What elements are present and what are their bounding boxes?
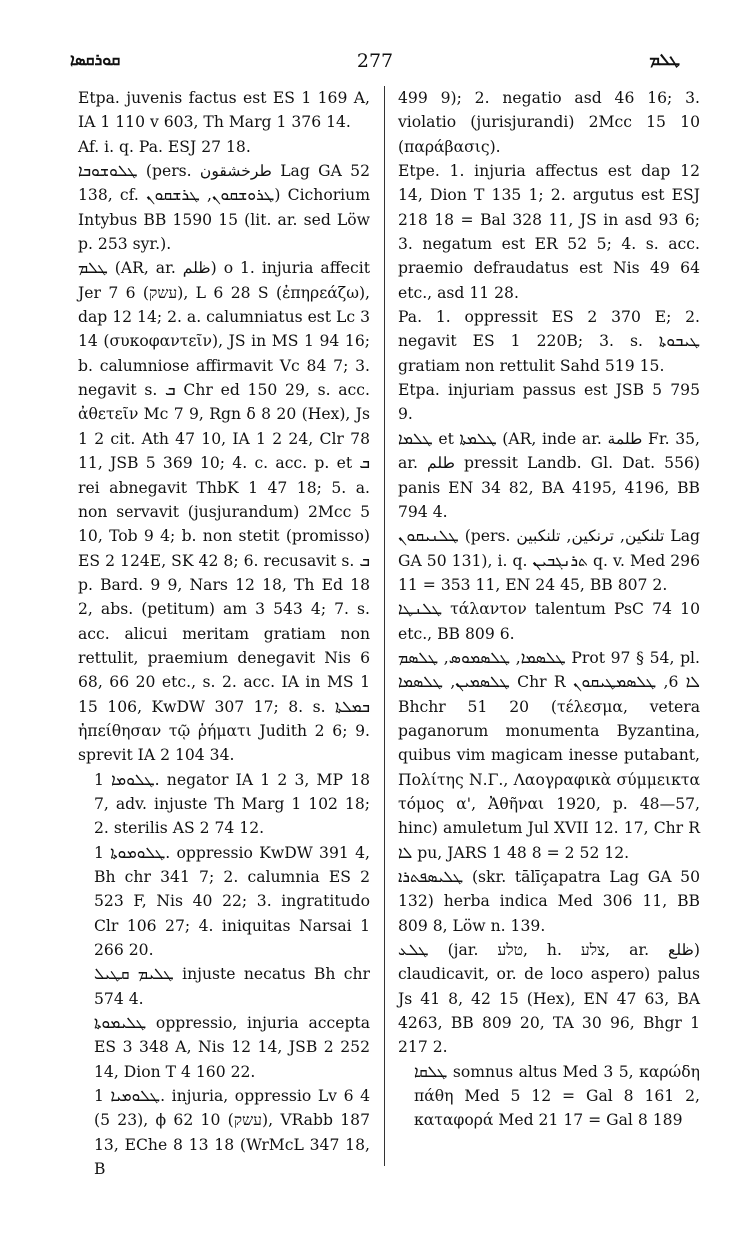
entry-continuation: 499 9); 2. negatio asd 46 16; 3. violatio (jurisjurandi) 2Mcc 15 10 (παράβασις). [398, 89, 700, 156]
entry-tlm: ܛܠܡ (AR, ar. ﻇﻠﻢ) o 1. injuria affecit Jer 7 6 (עשק), L 6 28 S (ἐπηρεάζω), dap 12 14; 2. a. calumniatus est Lc 3 14 (συκοφαντεῖν), JS in MS 1 94 16; b. calumniose affirmavit Vc 84 7; 3. negavit s. ܒ Chr ed 150 29, s. acc. ἀθετεῖν Mc 7 9, Rgn δ 8 20 (Hex), Js 1 2 cit. Ath 47 10, IA 1 2 24, Clr 78 11, JSB 5 369 10; 4. c. acc. p. et ܒ rei abnegavit ThbK 1 47 18; 5. a. non servavit (jusjurandum) 2Mcc 5 10, Tob 9 4; b. non stetit (promisso) ES 2 124E, SK 42 8; 6. recusavit s. ܒ p. Bard. 9 9, Nars 12 18, Th Ed 18 2, abs. (petitum) am 3 543 4; 7. s. acc. alicui meritam gratiam non rettulit, praemium denegavit Nis 6 68, 66 20 etc., s. 2. acc. IA in MS 1 15 106, KwDW 307 17; 8. s. ܒܡܠܬܐ ἠπείθησαν τῷ ῥήματι Judith 2 6; 9. sprevit IA 2 104 34. [78, 259, 371, 765]
page-number: 277 [356, 50, 394, 72]
header-guide-word-right: ܛܠܡ [649, 50, 680, 69]
entry-etpa-right: Etpa. injuriam passus est JSB 5 795 9. [398, 381, 700, 424]
entry-panis: ܛܠܡܐ et ܛܠܡܬܐ (AR, inde ar. ﻃﻠﻤﺔ Fr. 35, ar. ﻃﻠﻢ pressit Landb. Gl. Dat. 556) panis EN 34 82, BA 4195, 4196, BB 794 4. [398, 429, 700, 521]
entry-injuria-accepta: ܛܠܝܡܘܬܐ oppressio, injuria accepta ES 3 348 A, Nis 12 14, JSB 2 252 14, Dion T 4 160 22. [94, 1014, 370, 1081]
left-column [78, 86, 370, 1181]
header-guide-word-left: ܩܘܪܩܣܐ [70, 50, 121, 69]
entry-telesma: ܛܠܣܡܐ, ܛܠܣܡܘܣ, ܛܠܣܡ Prot 97 § 54, pl. ܛܠܣܡܝܢ, ܛܠܣܡܐ Chr R ܠܐ 6, ܛܠܣܡܛܝܩܘܢ Bhchr 51 20 (τέλεσμα, vetera paganorum monumenta Byzantina, quibus vim magicam inesse putabant, Πολίτης Ν.Γ., Λαογραφικὰ σύμμεικτα τόμος α', Ἀθῆναι 1920, p. 48—57, hinc) amuletum Jul XVII 12. 17, Chr R ܠܐ pu, JARS 1 48 8 = 2 52 12. [398, 648, 701, 862]
right-column [398, 86, 700, 1133]
entry-claudicavit: ܛܠܥ (jar. טלע, h. צלע, ar. ﻇﻠﻊ) claudicavit, or. de loco aspero) palus Js 41 8, 42 15 (Hex), EN 47 63, BA 4263, BB 809 20, TA 30 96, Bhgr 1 217 2. [398, 941, 700, 1057]
entry-tlnyqwn: ܛܠܢܝܩܘܢ (pers. ﺗﻠﻨﻜﻴﻦ, ﺗﺮﻧﻜﻴﻦ, ﺗﻠﻨﻜﺒﻴﻦ Lag GA 50 131), i. q. ܬܪܢܓܒܝܢ q. v. Med 296 11 = 353 11, EN 24 45, BB 807 2. [398, 527, 700, 594]
entry-pa: Pa. 1. oppressit ES 2 370 E; 2. negavit ES 1 220B; 3. s. ܛܝܒܘܬܐ gratiam non rettulit Sahd 519 15. [398, 308, 700, 375]
entry-herba-indica: ܛܠܝܣܦܬܪܐ (skr. tālīçapatra Lag GA 50 132) herba indica Med 306 11, BB 809 8, Löw n. 139. [398, 868, 700, 935]
entry-etpe: Etpe. 1. injuria affectus est dap 12 14, Dion T 135 1; 2. argutus est ESJ 218 18 = Bal 328 11, JS in asd 93 6; 3. negatum est ER 52 5; 4. s. acc. praemio defraudatus est Nis 49 64 etc., asd 11 28. [398, 162, 700, 302]
entry-af: Af. i. q. Pa. ESJ 27 18. [78, 137, 251, 156]
column-divider [384, 86, 385, 1166]
entry-cichorium: ܛܠܘܫܘܒܐ (pers. ﻃﺮﺧﺸﻘﻮﻥ Lag GA 52 138, cf. ܛܪܘܫܩܘܢ, ܛܪܫܩܘܢ) Cichorium Intybus BB 1590 15 (lit. ar. sed Löw p. 253 syr.). [78, 162, 370, 254]
entry-injuria-oppressio: ܛܠܘܡܝܐ 1. injuria, oppressio Lv 6 4 (5 23), ϕ 62 10 (עשק), VRabb 187 13, EChe 8 13 18 (WrMcL 347 18, B [94, 1087, 370, 1179]
entry-etpa: Etpa. juvenis factus est ES 1 169 A, IA 1 110 v 603, Th Marg 1 376 14. [78, 89, 370, 132]
entry-somnus: ܛܠܩܐ somnus altus Med 3 5, καρώδη πάθη Med 5 12 = Gal 8 161 2, καταφορά Med 21 17 = Gal 8 189 [414, 1062, 700, 1130]
entry-injuste-necatus: ܛܠܝܡ ܩܛܝܠ injuste necatus Bh chr 574 4. [94, 965, 370, 1008]
entry-oppressio: ܛܠܘܡܘܬܐ 1. oppressio KwDW 391 4, Bh chr 341 7; 2. calumnia ES 2 523 F, Nis 40 22; 3. ingratitudo Clr 106 27; 4. iniquitas Narsai 1 266 20. [94, 843, 370, 960]
page-header [70, 50, 680, 78]
entry-talentum: ܛܠܢܛܐ τάλαντον talentum PsC 74 10 etc., BB 809 6. [398, 600, 700, 643]
entry-negator: ܛܠܘܡܐ 1. negator IA 1 2 3, MP 18 7, adv. injuste Th Marg 1 102 18; 2. sterilis AS 2 74 12. [94, 770, 370, 838]
